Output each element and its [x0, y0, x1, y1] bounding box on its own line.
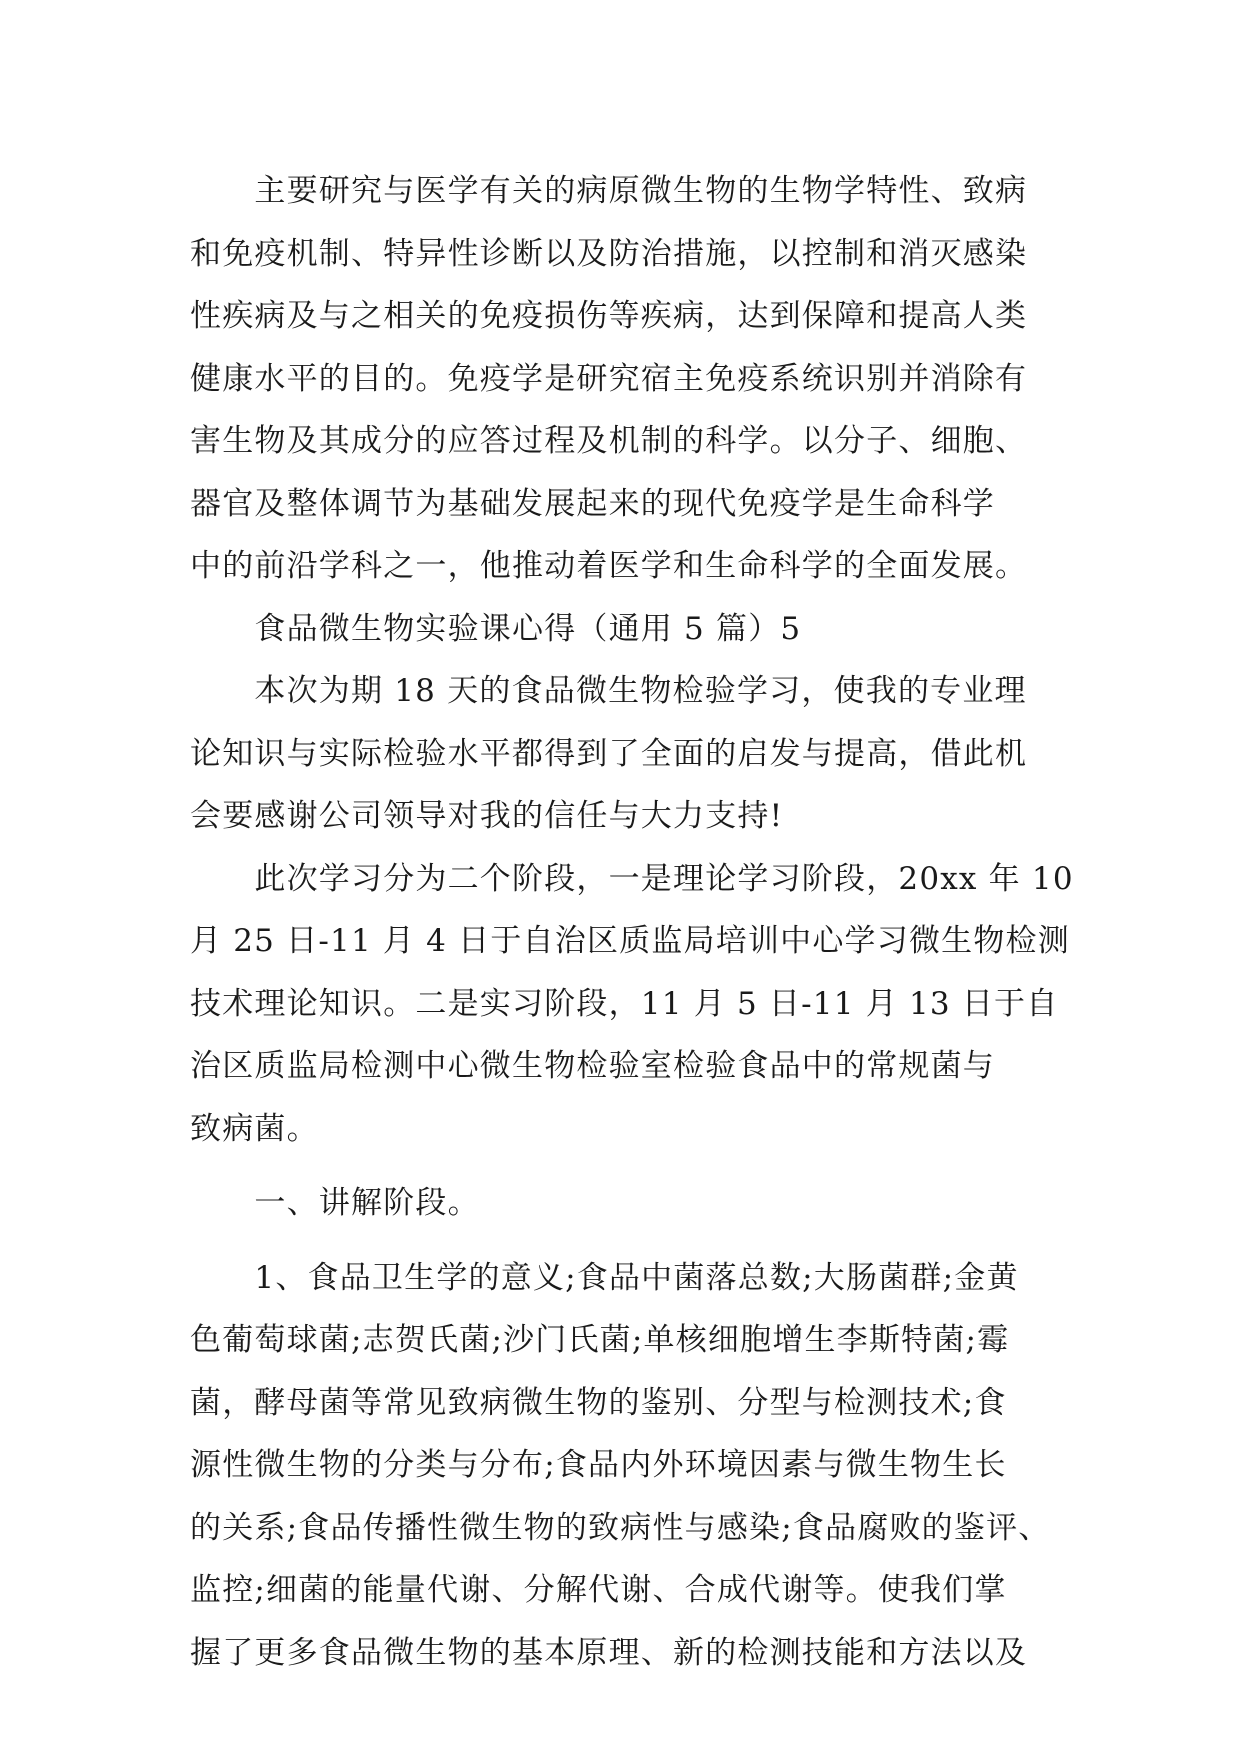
text-line: 月 25 日-11 月 4 日于自治区质监局培训中心学习微生物检测 — [190, 923, 1070, 959]
text-line: 的关系;食品传播性微生物的致病性与感染;食品腐败的鉴评、 — [190, 1509, 1051, 1546]
text-line: 害生物及其成分的应答过程及机制的科学。以分子、细胞、 — [190, 423, 1028, 459]
text-line: 源性微生物的分类与分布;食品内外环境因素与微生物生长 — [190, 1447, 1007, 1483]
section-heading: 食品微生物实验课心得（通用 5 篇）5 — [190, 610, 802, 647]
document-body — [190, 160, 1074, 1684]
text-line: 监控;细菌的能量代谢、分解代谢、合成代谢等。使我们掌 — [190, 1572, 1007, 1608]
text-line: 性疾病及与之相关的免疫损伤等疾病，达到保障和提高人类 — [190, 298, 1028, 334]
paragraph-gap — [190, 1160, 1050, 1172]
text-line: 和免疫机制、特异性诊断以及防治措施，以控制和消灭感染 — [190, 235, 1028, 272]
text-line: 治区质监局检测中心微生物检验室检验食品中的常规菌与 — [190, 1048, 995, 1084]
text-line: 此次学习分为二个阶段，一是理论学习阶段，20xx 年 10 — [190, 860, 1074, 897]
text-line: 中的前沿学科之一，他推动着医学和生命科学的全面发展。 — [190, 548, 1028, 584]
text-line: 致病菌。 — [190, 1110, 319, 1147]
text-line: 论知识与实际检验水平都得到了全面的启发与提高，借此机 — [190, 735, 1028, 772]
paragraph-gap — [190, 1235, 1050, 1247]
text-line: 菌，酵母菌等常见致病微生物的鉴别、分型与检测技术;食 — [190, 1384, 1007, 1421]
text-line: 1、食品卫生学的意义;食品中菌落总数;大肠菌群;金黄 — [190, 1259, 1019, 1296]
text-line: 技术理论知识。二是实习阶段，11 月 5 日-11 月 13 日于自 — [190, 985, 1059, 1022]
text-line: 健康水平的目的。免疫学是研究宿主免疫系统识别并消除有 — [190, 360, 1028, 397]
subsection-heading: 一、讲解阶段。 — [190, 1185, 480, 1221]
text-line: 色葡萄球菌;志贺氏菌;沙门氏菌;单核细胞增生李斯特菌;霉 — [190, 1322, 1010, 1358]
text-line: 本次为期 18 天的食品微生物检验学习，使我的专业理 — [190, 673, 1027, 709]
text-line: 器官及整体调节为基础发展起来的现代免疫学是生命科学 — [190, 485, 995, 522]
text-line: 握了更多食品微生物的基本原理、新的检测技能和方法以及 — [190, 1634, 1028, 1671]
text-line: 会要感谢公司领导对我的信任与大力支持! — [190, 798, 784, 834]
text-line: 主要研究与医学有关的病原微生物的生物学特性、致病 — [190, 173, 1028, 209]
